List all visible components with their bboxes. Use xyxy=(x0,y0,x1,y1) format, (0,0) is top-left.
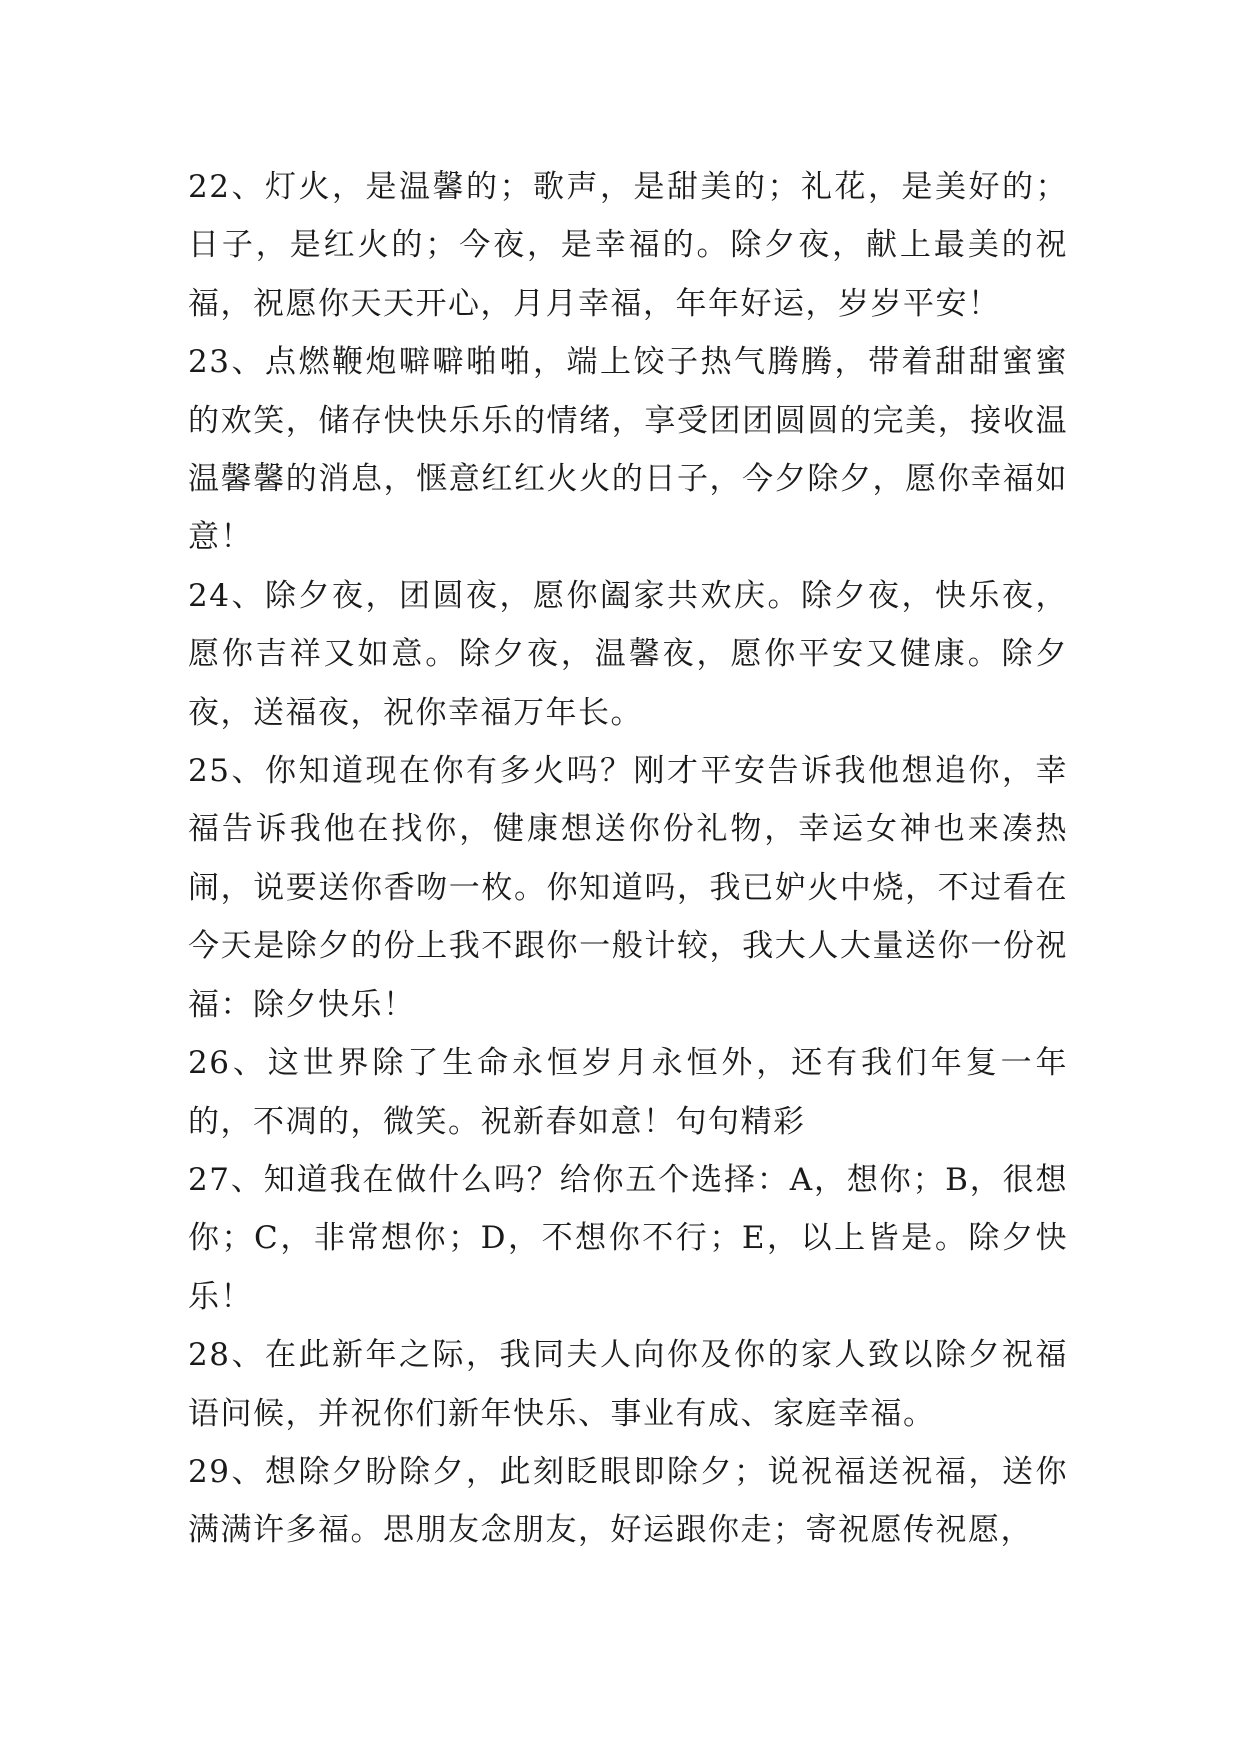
paragraph-29: 29、想除夕盼除夕，此刻眨眼即除夕；说祝福送祝福，送你满满许多福。思朋友念朋友，好运跟你走；寄祝愿传祝愿， xyxy=(188,1453,1068,1549)
paragraph-27: 27、知道我在做什么吗？给你五个选择：A，想你；B，很想你；C，非常想你；D，不想你不行；E，以上皆是。除夕快乐！ xyxy=(188,1161,1068,1315)
paragraph-23: 23、点燃鞭炮噼噼啪啪，端上饺子热气腾腾，带着甜甜蜜蜜的欢笑，储存快快乐乐的情绪，享受团团圆圆的完美，接收温温馨馨的消息，惬意红红火火的日子，今夕除夕，愿你幸福如意！ xyxy=(188,344,1068,556)
paragraph-28: 28、在此新年之际，我同夫人向你及你的家人致以除夕祝福语问候，并祝你们新年快乐、事业有成、家庭幸福。 xyxy=(188,1337,1068,1432)
paragraph-22: 22、灯火，是温馨的；歌声，是甜美的；礼花，是美好的；日子，是红火的；今夜，是幸福的。除夕夜，献上最美的祝福，祝愿你天天开心，月月幸福，年年好运，岁岁平安！ xyxy=(188,169,1068,322)
paragraph-25: 25、你知道现在你有多火吗？刚才平安告诉我他想追你，幸福告诉我他在找你，健康想送你份礼物，幸运女神也来凑热闹，说要送你香吻一枚。你知道吗，我已妒火中烧，不过看在今天是除夕的份上我不跟你一般计较，我大人大量送你一份祝福：除夕快乐！ xyxy=(188,753,1068,1023)
paragraph-24: 24、除夕夜，团圆夜，愿你阖家共欢庆。除夕夜，快乐夜，愿你吉祥又如意。除夕夜，温馨夜，愿你平安又健康。除夕夜，送福夜，祝你幸福万年长。 xyxy=(188,577,1068,731)
document-body xyxy=(188,158,1068,1560)
paragraph-26: 26、这世界除了生命永恒岁月永恒外，还有我们年复一年的，不凋的，微笑。祝新春如意！句句精彩 xyxy=(188,1045,1068,1140)
